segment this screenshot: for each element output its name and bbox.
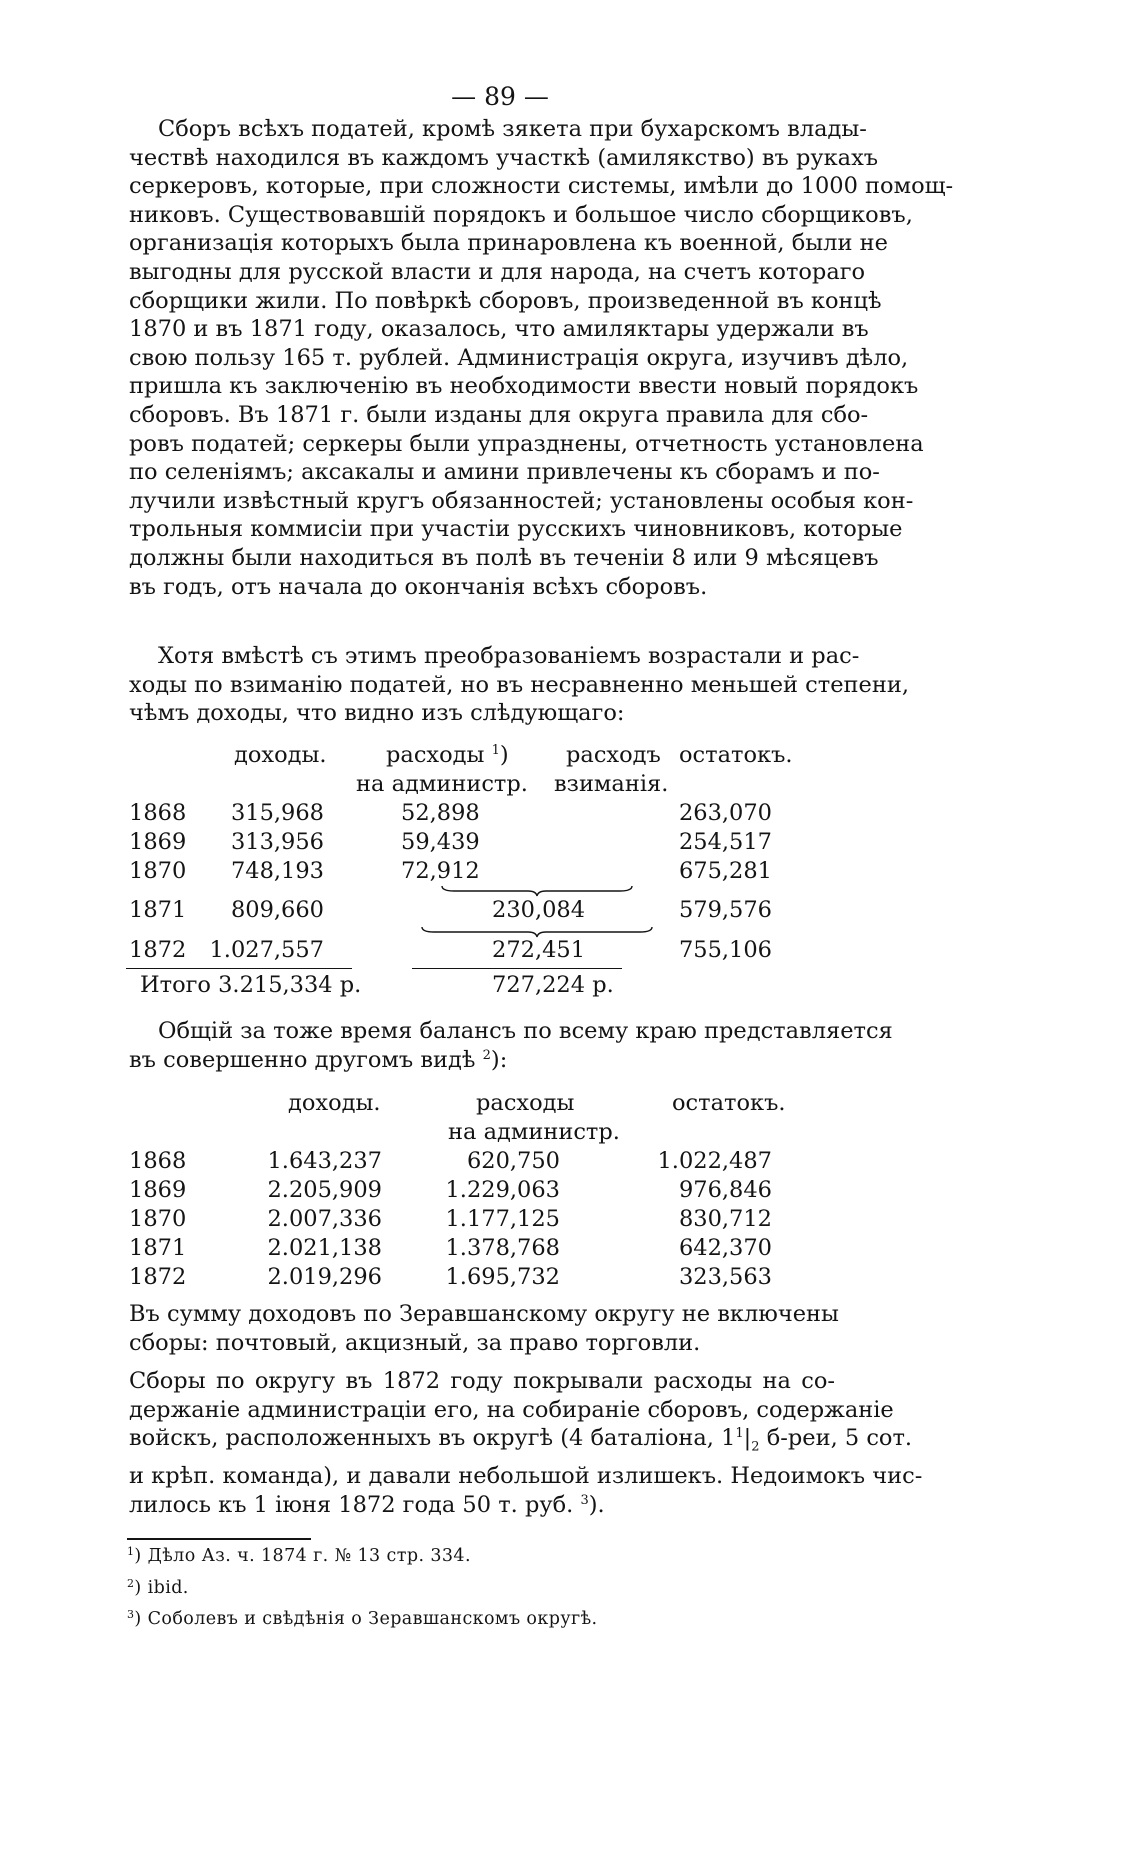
text-line: сборщики жили. По повѣркѣ сборовъ, произведенной въ концѣ xyxy=(129,287,882,314)
text-line: войскъ, расположенныхъ въ округѣ (4 баталіона, $1^1|_2$ б-реи, 5 сот. xyxy=(129,1425,913,1455)
cell-year: 1872 xyxy=(129,1264,187,1290)
total-rule-expenses xyxy=(412,968,622,969)
text-line: сборы: почтовый, акцизный, за право торговли. xyxy=(129,1329,701,1356)
text-line: никовъ. Существовавшій порядокъ и большое число сборщиковъ, xyxy=(129,201,913,228)
col-header-admin-expenses-line2: на администр. xyxy=(448,1119,620,1145)
text-line: сборовъ. Въ 1871 г. были изданы для округа правила для сбо- xyxy=(129,401,869,428)
text-line: чествѣ находился въ каждомъ участкѣ (амилякство) въ рукахъ xyxy=(129,144,879,171)
text-line: ходы по взиманію податей, но въ несравненно меньшей степени, xyxy=(129,671,909,698)
cell-year: 1870 xyxy=(129,1206,187,1232)
paragraph-expenses-intro xyxy=(129,642,909,728)
cell-year: 1869 xyxy=(129,1177,187,1203)
fraction-denominator: 2 xyxy=(751,1439,760,1455)
text-line: свою пользу 165 т. рублей. Администрація округа, изучивъ дѣло, xyxy=(129,344,909,371)
paragraph-1872-coverage xyxy=(129,1367,923,1519)
text-line: Хотя вмѣстѣ съ этимъ преобразованіемъ возрастали и рас- xyxy=(158,643,860,669)
footnote-ref: 1 xyxy=(491,743,500,758)
cell-year: 1870 xyxy=(129,858,187,884)
text-line: лучили извѣстный кругъ обязанностей; установлены особыя кон- xyxy=(129,487,914,514)
cell-income: 315,968 xyxy=(230,800,324,826)
cell-income: 809,660 xyxy=(230,897,324,923)
cell-remainder: 755,106 xyxy=(678,937,772,963)
paragraph-region-balance xyxy=(129,1017,893,1074)
cell-admin-expenses: 1.378,768 xyxy=(445,1235,560,1261)
cell-admin-expenses: 1.229,063 xyxy=(445,1177,560,1203)
cell-combined-expenses: 230,084 xyxy=(492,897,586,923)
cell-remainder: 579,576 xyxy=(678,897,772,923)
cell-income: 2.021,138 xyxy=(267,1235,382,1261)
cell-remainder: 642,370 xyxy=(678,1235,772,1261)
total-rule-income xyxy=(126,968,352,969)
page-number: — 89 — xyxy=(451,82,549,111)
cell-admin-expenses: 1.177,125 xyxy=(445,1206,560,1232)
text-line: серкеровъ, которые, при сложности системы, имѣли до 1000 помощ- xyxy=(129,173,954,200)
cell-remainder: 254,517 xyxy=(678,829,772,855)
text-line: въ годъ, отъ начала до окончанія всѣхъ сборовъ. xyxy=(129,573,708,600)
footnote-3: $^3$) Соболевъ и свѣдѣнія о Зеравшанскомъ округѣ. xyxy=(127,1608,598,1629)
text-line: организація которыхъ была принаровлена къ военной, были не xyxy=(129,230,888,257)
brace-combined-1871 xyxy=(440,884,634,898)
cell-income: 1.643,237 xyxy=(267,1148,382,1174)
paragraph-excluded-fees xyxy=(129,1300,839,1357)
text-line: Сборы по округу въ 1872 году покрывали расходы на со- xyxy=(129,1368,835,1394)
cell-admin-expenses: 52,898 xyxy=(401,800,480,826)
cell-income: 2.205,909 xyxy=(267,1177,382,1203)
total-expenses: 727,224 р. xyxy=(492,972,614,998)
cell-remainder: 323,563 xyxy=(678,1264,772,1290)
text-line: лилось къ 1 іюня 1872 года 50 т. руб. $^3$). xyxy=(129,1491,605,1518)
text-line: пришла къ заключенію въ необходимости ввести новый порядокъ xyxy=(129,373,919,400)
cell-year: 1871 xyxy=(129,1235,187,1261)
text-line: Сборъ всѣхъ податей, кромѣ зякета при бухарскомъ влады- xyxy=(158,116,867,142)
footnote-2: $^2$) ibid. xyxy=(127,1577,189,1598)
text-line: въ совершенно другомъ видѣ $^2$): xyxy=(129,1046,508,1073)
col-header-admin-expenses: расходы $^1$) xyxy=(386,742,509,768)
text-line: и крѣп. команда), и давали небольшой излишекъ. Недоимокъ чис- xyxy=(129,1463,923,1490)
col-header-income: доходы. xyxy=(288,1090,381,1116)
text-line: держаніе администраціи его, на собираніе сборовъ, содержаніе xyxy=(129,1396,894,1423)
cell-admin-expenses: 59,439 xyxy=(401,829,480,855)
text-line: по селеніямъ; аксакалы и амини привлечены къ сборамъ и по- xyxy=(129,459,880,486)
cell-year: 1868 xyxy=(129,800,187,826)
cell-income: 2.007,336 xyxy=(267,1206,382,1232)
col-header-income: доходы. xyxy=(234,742,327,768)
col-header-remainder: остатокъ. xyxy=(672,1090,786,1116)
text-line: ровъ податей; серкеры были упразднены, отчетность установлена xyxy=(129,430,924,457)
text-line: должны были находиться въ полѣ въ теченіи 8 или 9 мѣсяцевъ xyxy=(129,544,879,571)
footnote-1: $^1$) Дѣло Аз. ч. 1874 г. № 13 стр. 334. xyxy=(127,1545,471,1566)
cell-remainder: 976,846 xyxy=(678,1177,772,1203)
col-header-admin-expenses: расходы xyxy=(476,1090,575,1116)
cell-remainder: 1.022,487 xyxy=(657,1148,772,1174)
cell-year: 1872 xyxy=(129,937,187,963)
text-line: 1870 и въ 1871 году, оказалось, что амиляктары удержали въ xyxy=(129,316,869,343)
text-line: трольныя коммисіи при участіи русскихъ чиновниковъ, которые xyxy=(129,516,903,543)
cell-admin-expenses: 72,912 xyxy=(401,858,480,884)
cell-admin-expenses: 620,750 xyxy=(466,1148,560,1174)
text-line: выгодны для русской власти и для народа, на счетъ котораго xyxy=(129,258,866,285)
paragraph-tax-collection xyxy=(129,115,954,601)
total-income: Итого 3.215,334 р. xyxy=(140,972,362,998)
col-header-admin-expenses-line2: на администр. xyxy=(356,771,528,797)
col-header-collection-expenses: расходъ xyxy=(566,742,661,768)
cell-income: 313,956 xyxy=(230,829,324,855)
cell-remainder: 830,712 xyxy=(678,1206,772,1232)
footnote-ref: 2 xyxy=(482,1047,491,1063)
cell-year: 1869 xyxy=(129,829,187,855)
fraction-numerator: 1 xyxy=(735,1426,744,1442)
text-line: чѣмъ доходы, что видно изъ слѣдующаго: xyxy=(129,700,625,727)
cell-remainder: 675,281 xyxy=(678,858,772,884)
footnote-separator xyxy=(127,1538,311,1540)
cell-remainder: 263,070 xyxy=(678,800,772,826)
cell-income: 2.019,296 xyxy=(267,1264,382,1290)
cell-income: 748,193 xyxy=(230,858,324,884)
text-line: Въ сумму доходовъ по Зеравшанскому округу не включены xyxy=(129,1301,839,1327)
footnote-ref: 3 xyxy=(580,1492,589,1508)
cell-income: 1.027,557 xyxy=(209,937,324,963)
cell-combined-expenses: 272,451 xyxy=(492,937,586,963)
cell-year: 1868 xyxy=(129,1148,187,1174)
cell-admin-expenses: 1.695,732 xyxy=(445,1264,560,1290)
fraction-bar: | xyxy=(743,1425,752,1452)
col-header-remainder: остатокъ. xyxy=(679,742,793,768)
cell-year: 1871 xyxy=(129,897,187,923)
col-header-collection-expenses-line2: взиманія. xyxy=(554,771,669,797)
text-line: Общій за тоже время балансъ по всему краю представляется xyxy=(158,1018,893,1044)
